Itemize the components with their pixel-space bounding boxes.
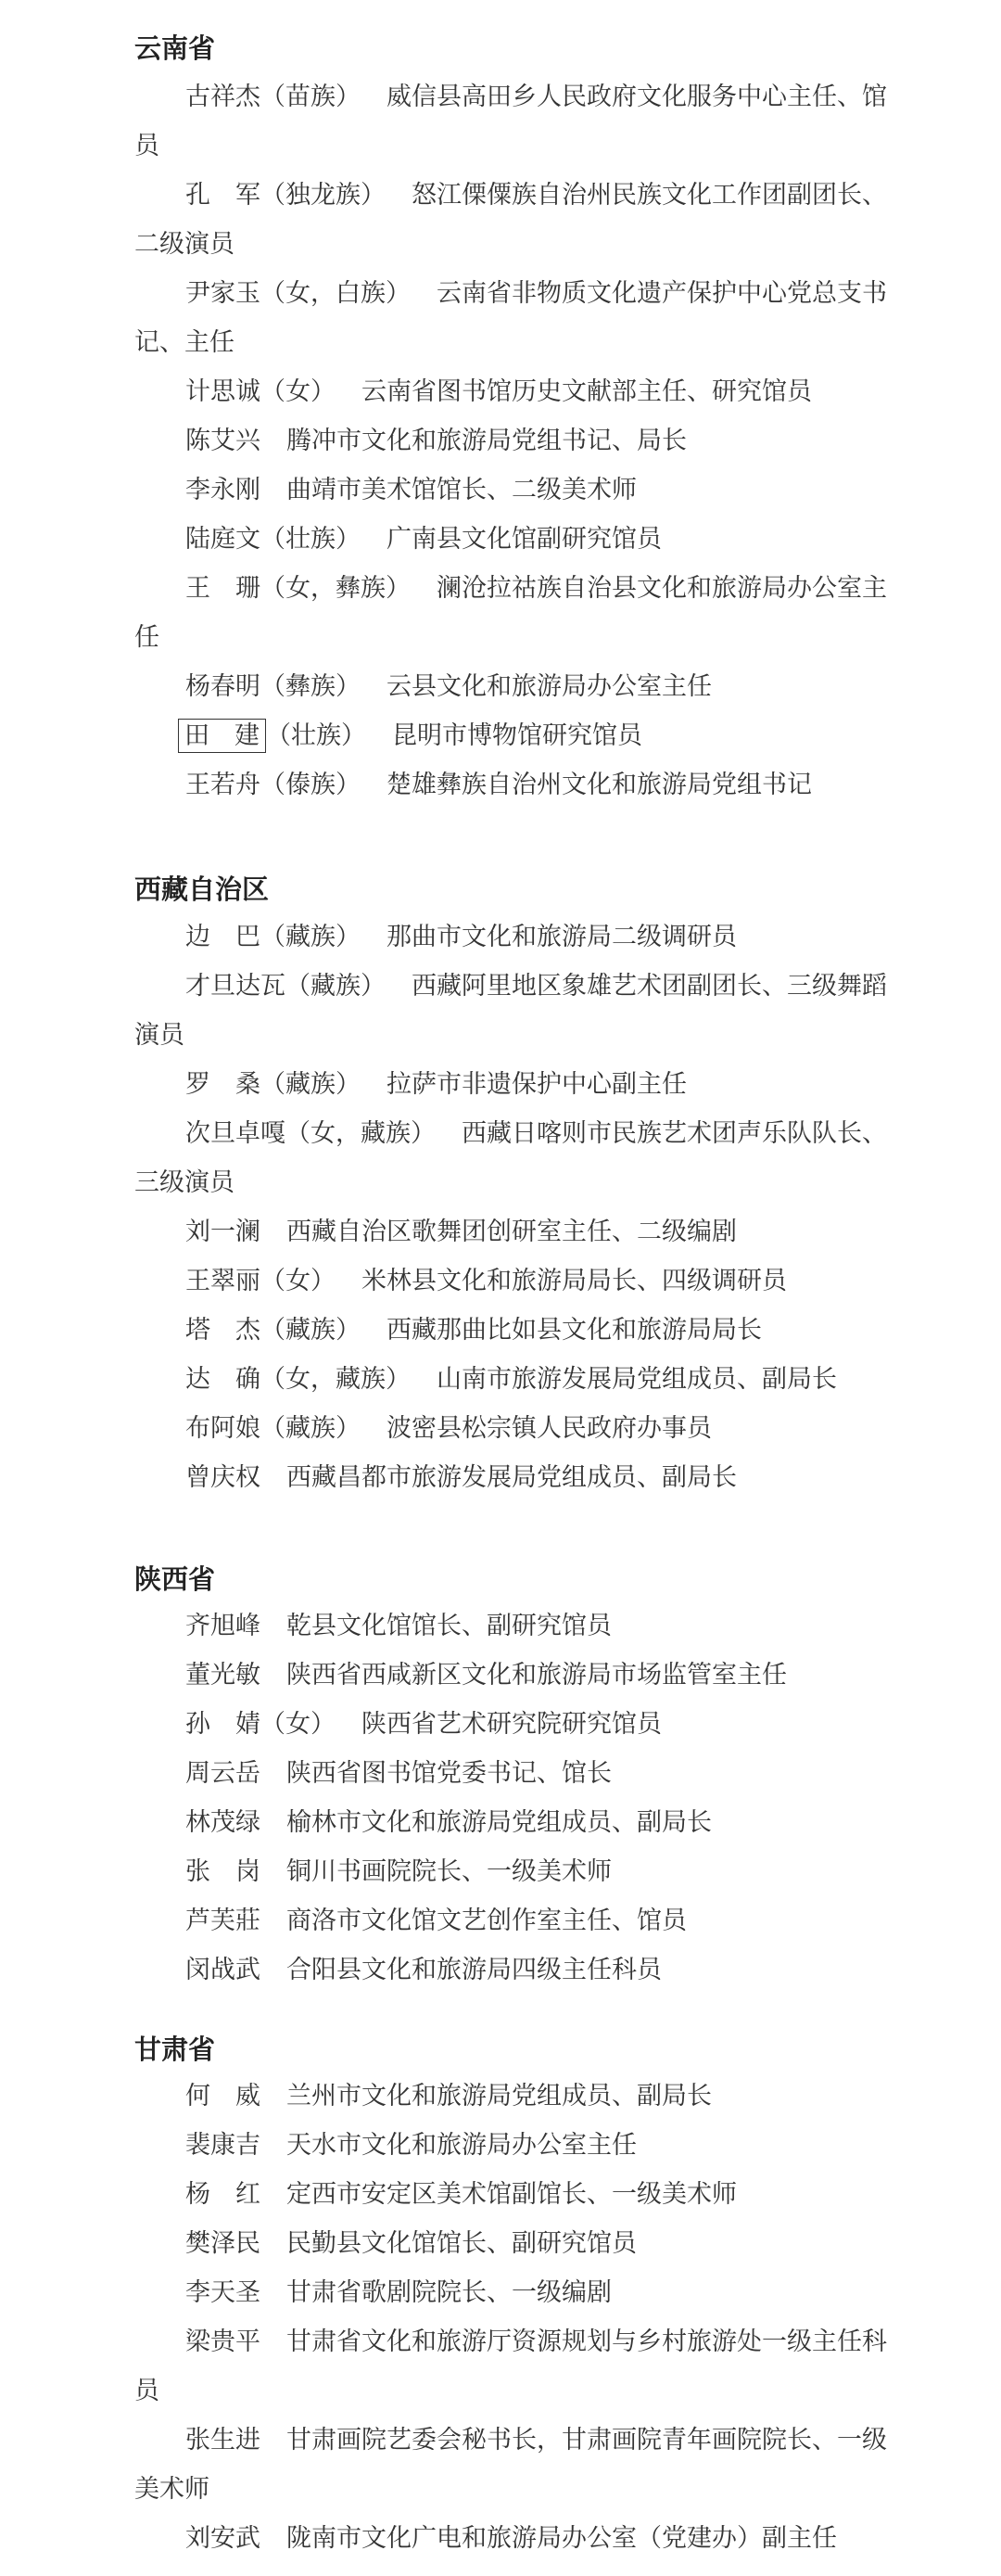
list-item <box>134 1207 894 1256</box>
list-item <box>134 760 894 810</box>
person-name: 王 珊（女，彝族） <box>185 574 411 603</box>
list-item <box>134 2121 894 2170</box>
person-title: 广南县文化馆副研究馆员 <box>386 525 662 554</box>
person-name: 陈艾兴 <box>185 427 260 455</box>
person-title: 乾县文化馆馆长、副研究馆员 <box>286 1612 612 1640</box>
list-item <box>134 1945 894 1995</box>
section-heading: 甘肃省 <box>134 2034 216 2065</box>
person-name: 塔 杰（藏族） <box>185 1316 361 1345</box>
list-item <box>134 1355 894 1404</box>
list-item <box>134 171 894 269</box>
list-item <box>134 1798 894 1847</box>
person-name: 达 确（女，藏族） <box>185 1365 411 1394</box>
person-name: 刘安武 <box>185 2524 260 2553</box>
person-name: 张 岗 <box>185 1857 260 1886</box>
person-title: 山南市旅游发展局党组成员、副局长 <box>437 1365 837 1394</box>
list-item <box>134 564 894 662</box>
person-name: 梁贵平 <box>185 2327 260 2356</box>
person-title: 甘肃画院艺委会秘书长，甘肃画院青年画院院长、一级美术师 <box>134 2426 887 2504</box>
person-name: 齐旭峰 <box>185 1612 260 1640</box>
list-item <box>134 1256 894 1306</box>
person-name: 芦芙莊 <box>185 1906 260 1935</box>
list-item <box>134 1306 894 1355</box>
person-name: 刘一澜 <box>185 1218 260 1246</box>
person-name: 李天圣 <box>185 2278 260 2307</box>
person-name: 王若舟（傣族） <box>185 771 361 799</box>
person-name: 闵战武 <box>185 1956 260 1984</box>
person-name: 尹家玉（女，白族） <box>185 279 411 308</box>
person-name: 边 巴（藏族） <box>185 923 361 951</box>
list-item <box>134 465 894 515</box>
list-item <box>134 711 894 760</box>
person-title: 甘肃省文化和旅游厅资源规划与乡村旅游处一级主任科员 <box>134 2327 887 2405</box>
list-item <box>134 1896 894 1945</box>
person-name: 林茂绿 <box>185 1808 260 1837</box>
person-title: 西藏日喀则市民族艺术团声乐队队长、三级演员 <box>134 1119 887 1197</box>
person-name-highlighted: 田 建 <box>178 719 266 753</box>
person-name: 孙 婧（女） <box>185 1710 336 1739</box>
person-title: 西藏阿里地区象雄艺术团副团长、三级舞蹈演员 <box>134 972 887 1050</box>
person-title: 曲靖市美术馆馆长、二级美术师 <box>286 476 637 504</box>
list-item <box>134 962 894 1060</box>
person-title: 榆林市文化和旅游局党组成员、副局长 <box>286 1808 712 1837</box>
person-title: 陕西省图书馆党委书记、馆长 <box>286 1759 612 1788</box>
person-name: 樊泽民 <box>185 2229 260 2258</box>
person-name: 陆庭文（壮族） <box>185 525 361 554</box>
person-title: 商洛市文化馆文艺创作室主任、馆员 <box>286 1906 687 1935</box>
person-ethnicity: （壮族） <box>266 721 366 750</box>
list-item <box>134 1847 894 1896</box>
person-title: 波密县松宗镇人民政府办事员 <box>386 1414 712 1443</box>
list-item <box>134 515 894 564</box>
section-heading: 陕西省 <box>134 1563 216 1595</box>
list-item <box>134 1651 894 1700</box>
person-title: 铜川书画院院长、一级美术师 <box>286 1857 612 1886</box>
person-title: 米林县文化和旅游局局长、四级调研员 <box>361 1267 787 1295</box>
list-item <box>134 1700 894 1749</box>
section-heading: 西藏自治区 <box>134 874 270 905</box>
person-title: 西藏自治区歌舞团创研室主任、二级编剧 <box>286 1218 737 1246</box>
list-item <box>134 416 894 465</box>
person-name: 计思诚（女） <box>185 377 336 406</box>
list-item <box>134 1060 894 1109</box>
person-title: 威信县高田乡人民政府文化服务中心主任、馆员 <box>134 83 887 160</box>
person-title: 怒江傈僳族自治州民族文化工作团副团长、二级演员 <box>134 181 887 259</box>
list-item <box>134 1404 894 1453</box>
list-item <box>134 1453 894 1502</box>
list-item <box>134 662 894 711</box>
person-name: 李永刚 <box>185 476 260 504</box>
person-name: 布阿娘（藏族） <box>185 1414 361 1443</box>
person-name: 次旦卓嘎（女，藏族） <box>185 1119 436 1148</box>
list-item <box>134 269 894 367</box>
list-item <box>134 1109 894 1207</box>
person-name: 罗 桑（藏族） <box>185 1070 361 1099</box>
person-title: 云南省非物质文化遗产保护中心党总支书记、主任 <box>134 279 887 357</box>
person-title: 天水市文化和旅游局办公室主任 <box>286 2131 637 2160</box>
person-title: 兰州市文化和旅游局党组成员、副局长 <box>286 2082 712 2111</box>
list-item <box>134 1601 894 1651</box>
list-item <box>134 72 894 171</box>
person-title: 楚雄彝族自治州文化和旅游局党组书记 <box>386 771 812 799</box>
list-item <box>134 2514 894 2563</box>
person-name: 孔 军（独龙族） <box>185 181 386 210</box>
person-title: 西藏昌都市旅游发展局党组成员、副局长 <box>286 1463 737 1492</box>
person-title: 陕西省西咸新区文化和旅游局市场监管室主任 <box>286 1661 787 1690</box>
person-name: 裴康吉 <box>185 2131 260 2160</box>
person-name: 张生进 <box>185 2426 260 2455</box>
list-item <box>134 1749 894 1798</box>
person-name: 曾庆权 <box>185 1463 260 1492</box>
person-name: 才旦达瓦（藏族） <box>185 972 386 1001</box>
person-name: 周云岳 <box>185 1759 260 1788</box>
person-title: 甘肃省歌剧院院长、一级编剧 <box>286 2278 612 2307</box>
list-item <box>134 2170 894 2219</box>
list-item <box>134 367 894 416</box>
list-item <box>134 2268 894 2317</box>
person-title: 昆明市博物馆研究馆员 <box>392 721 642 750</box>
person-name: 杨 红 <box>185 2180 260 2209</box>
person-title: 定西市安定区美术馆副馆长、一级美术师 <box>286 2180 737 2209</box>
section-heading: 云南省 <box>134 32 216 64</box>
person-title: 云县文化和旅游局办公室主任 <box>386 672 712 701</box>
list-item <box>134 2072 894 2121</box>
person-title: 云南省图书馆历史文献部主任、研究馆员 <box>361 377 812 406</box>
person-title: 合阳县文化和旅游局四级主任科员 <box>286 1956 662 1984</box>
person-title: 澜沧拉祜族自治县文化和旅游局办公室主任 <box>134 574 887 652</box>
list-item <box>134 912 894 962</box>
person-name: 王翠丽（女） <box>185 1267 336 1295</box>
person-name: 何 威 <box>185 2082 260 2111</box>
person-title: 陕西省艺术研究院研究馆员 <box>361 1710 662 1739</box>
person-title: 腾冲市文化和旅游局党组书记、局长 <box>286 427 687 455</box>
person-title: 西藏那曲比如县文化和旅游局局长 <box>386 1316 762 1345</box>
list-item <box>134 2317 894 2416</box>
person-name: 杨春明（彝族） <box>185 672 361 701</box>
person-name: 古祥杰（苗族） <box>185 83 361 111</box>
person-name: 董光敏 <box>185 1661 260 1690</box>
person-title: 拉萨市非遗保护中心副主任 <box>386 1070 687 1099</box>
person-title: 陇南市文化广电和旅游局办公室（党建办）副主任 <box>286 2524 837 2553</box>
person-title: 民勤县文化馆馆长、副研究馆员 <box>286 2229 637 2258</box>
list-item <box>134 2416 894 2514</box>
list-item <box>134 2219 894 2268</box>
person-title: 那曲市文化和旅游局二级调研员 <box>386 923 737 951</box>
